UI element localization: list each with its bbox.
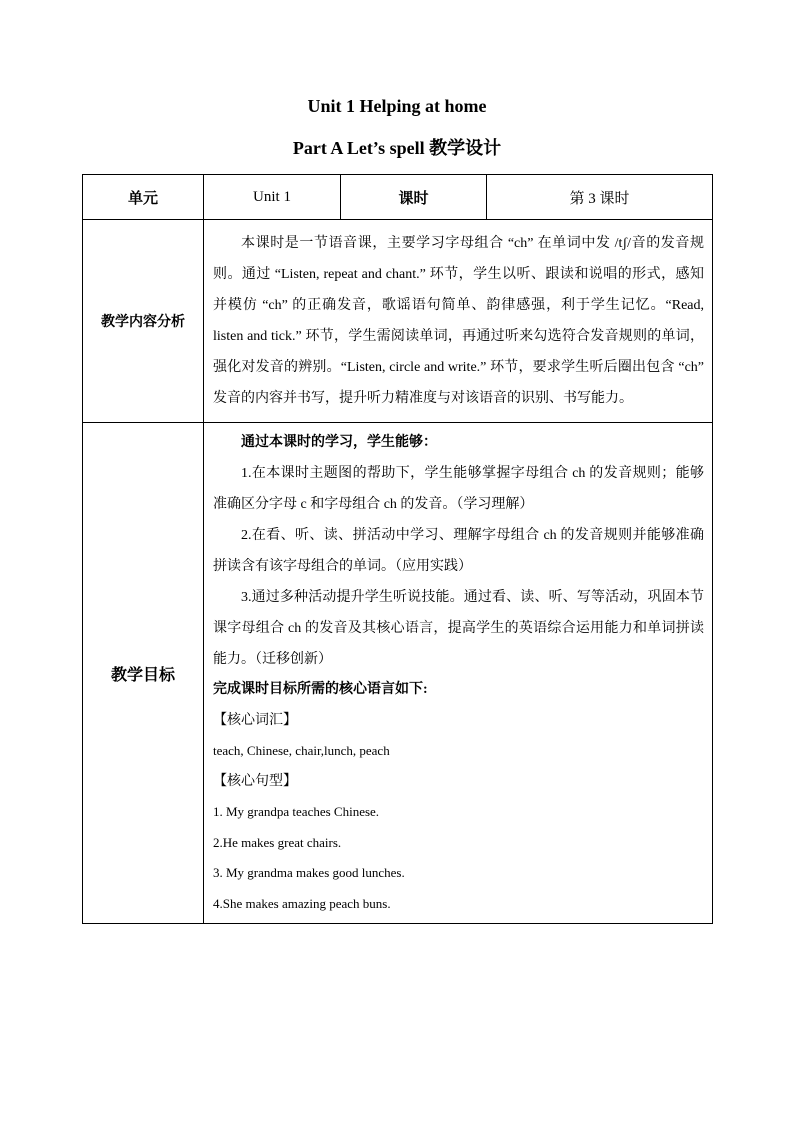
document-subtitle: Part A Let’s spell 教学设计: [292, 138, 502, 158]
vocab-heading: 【核心词汇】: [213, 712, 297, 728]
unit-value: Unit 1: [204, 175, 341, 220]
sentence-item: 1. My grandpa teaches Chinese.: [213, 804, 380, 819]
sentences-heading: 【核心句型】: [213, 773, 297, 789]
teaching-goals-row: [83, 423, 713, 924]
teaching-goals-cell: [204, 423, 713, 924]
content-analysis-cell: [204, 220, 713, 423]
goal-item: 1.在本课时主题图的帮助下，学生能够掌握字母组合 ch 的发音规则；能够准确区分字母 c 和字母组合 ch 的发音。（学习理解）: [213, 466, 704, 512]
lesson-label: 课时: [341, 175, 487, 220]
core-language-intro: 完成课时目标所需的核心语言如下:: [213, 682, 428, 697]
vocab-list: teach, Chinese, chair,lunch, peach: [213, 743, 390, 758]
content-analysis-row: [83, 220, 713, 423]
teaching-goals-label: 教学目标: [83, 423, 204, 924]
sentence-item: 3. My grandma makes good lunches.: [213, 865, 405, 880]
sentence-item: 4.She makes amazing peach buns.: [213, 895, 391, 911]
sentence-item: 2.He makes great chairs.: [213, 834, 342, 850]
goal-item: 2.在看、听、读、拼活动中学习、理解字母组合 ch 的发音规则并能够准确拼读含有该字母组合的单词。（应用实践）: [213, 528, 704, 574]
document-title: Unit 1 Helping at home: [307, 96, 487, 116]
content-analysis-label: 教学内容分析: [83, 220, 204, 423]
content-analysis-text: 本课时是一节语音课，主要学习字母组合 “ch” 在单词中发 /tʃ/音的发音规则。通过 “Listen, repeat and chant.” 环节，学生以听、跟读和说唱的形式，感知并模仿 “ch” 的正确发音，歌谣语句简单、韵律感强，利于学生记忆。“Read, listen and tick.” 环节，学生需阅读单词，再通过听来勾选符合发音规则的单词，强化对发音的辨别。“Listen, circle and write.” 环节，要求学生听后圈出包含 “ch” 发音的内容并书写，提升听力精准度与对该语音的识别、书写能力。: [213, 236, 704, 406]
unit-label: 单元: [83, 175, 204, 220]
goals-intro: 通过本课时的学习，学生能够：: [241, 435, 437, 450]
lesson-value: 第 3 课时: [487, 175, 713, 220]
header-row: [83, 175, 713, 220]
goal-item: 3.通过多种活动提升学生听说技能。通过看、读、听、写等活动，巩固本节课字母组合 ch 的发音及其核心语言，提高学生的英语综合运用能力和单词拼读能力。（迁移创新）: [213, 590, 704, 667]
lesson-plan-table: [82, 174, 713, 924]
